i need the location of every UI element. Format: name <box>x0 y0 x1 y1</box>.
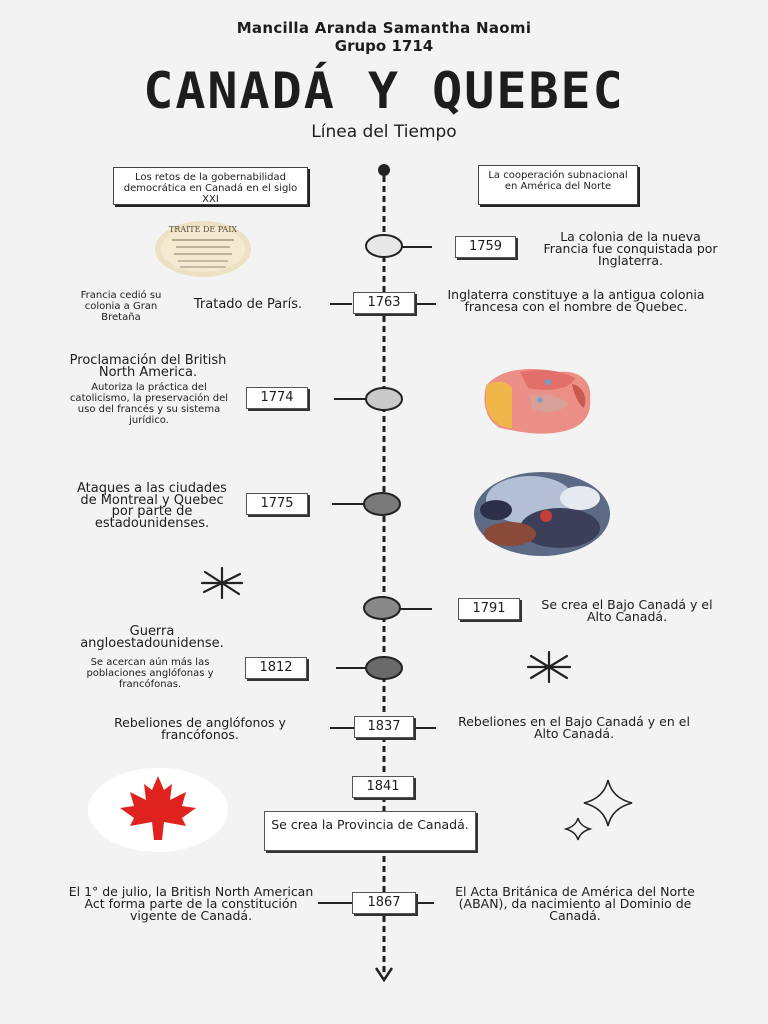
node-1812 <box>366 657 402 679</box>
node-1759 <box>366 235 402 257</box>
event-1774-left-text: Proclamación del British North America. <box>69 353 227 380</box>
group-label: Grupo 1714 <box>334 37 434 55</box>
maple-leaf-icon <box>88 768 228 852</box>
node-1791 <box>364 597 400 619</box>
event-1763-left-small-text: Francia cedió su colonia a Gran Bretaña <box>80 290 162 323</box>
event-1791-right-text: Se crea el Bajo Canadá y el Alto Canadá. <box>541 597 713 624</box>
author-name: Mancilla Aranda Samantha Naomi <box>236 19 532 37</box>
page-title: CANADÁ Y QUEBEC <box>143 62 625 120</box>
event-1867-right-text: El Acta Británica de América del Norte (ABAN), da nacimiento al Dominio de Canadá. <box>455 884 695 923</box>
event-1763-right-text: Inglaterra constituye a la antigua colonia francesa con el nombre de Quebec. <box>447 287 705 314</box>
event-1774-left-small-text: Autoriza la práctica del catolicismo, la preservación del uso del francés y su sistema jurídico. <box>69 382 229 426</box>
event-1812-left-text: Guerra angloestadounidense. <box>80 624 224 651</box>
asterisk-icon <box>528 652 570 682</box>
node-1775 <box>364 493 400 515</box>
year-box-1837: 1837 <box>354 716 414 738</box>
year-box-1812: 1812 <box>245 657 307 679</box>
left-column-header: Los retos de la gobernabilidad democrática en Canadá en el siglo XXI <box>113 167 308 205</box>
event-1837-left-text: Rebeliones de anglófonos y francófonos. <box>114 715 286 742</box>
year-box-1791: 1791 <box>458 598 520 620</box>
event-1867-left-text: El 1° de julio, la British North American Act forma parte de la constitución vigente de Canadá. <box>68 884 314 923</box>
event-1775-left-text: Ataques a las ciudades de Montreal y Quebec por parte de estadounidenses. <box>77 481 227 531</box>
battle-painting-image <box>474 472 610 556</box>
event-1812-left-small-text: Se acercan aún más las poblaciones anglófonas y francófonas. <box>86 657 214 690</box>
timeline-start-dot <box>378 164 390 176</box>
svg-text:TRAITE DE PAIX: TRAITE DE PAIX <box>168 225 238 234</box>
event-1837-right-text: Rebeliones en el Bajo Canadá y en el Alto Canadá. <box>458 714 690 741</box>
sparkle-icon <box>584 780 632 826</box>
year-box-1841: 1841 <box>352 776 414 798</box>
sparkle-icon <box>566 818 590 840</box>
year-box-1763: 1763 <box>353 292 415 314</box>
event-1763-left-text: Tratado de París. <box>193 297 303 312</box>
year-box-1774: 1774 <box>246 387 308 409</box>
page-subtitle: Línea del Tiempo <box>311 122 457 142</box>
year-box-1775: 1775 <box>246 493 308 515</box>
year-box-1759: 1759 <box>455 236 516 258</box>
node-1774 <box>366 388 402 410</box>
document-image <box>155 221 251 277</box>
asterisk-icon <box>202 568 242 598</box>
event-1759-right-text: La colonia de la nueva Francia fue conquistada por Inglaterra. <box>543 229 718 268</box>
year-box-1867: 1867 <box>352 892 416 914</box>
event-1841-note-box: Se crea la Provincia de Canadá. <box>264 811 476 851</box>
right-column-header: La cooperación subnacional en América del Norte <box>478 165 638 205</box>
map-image <box>485 369 591 434</box>
